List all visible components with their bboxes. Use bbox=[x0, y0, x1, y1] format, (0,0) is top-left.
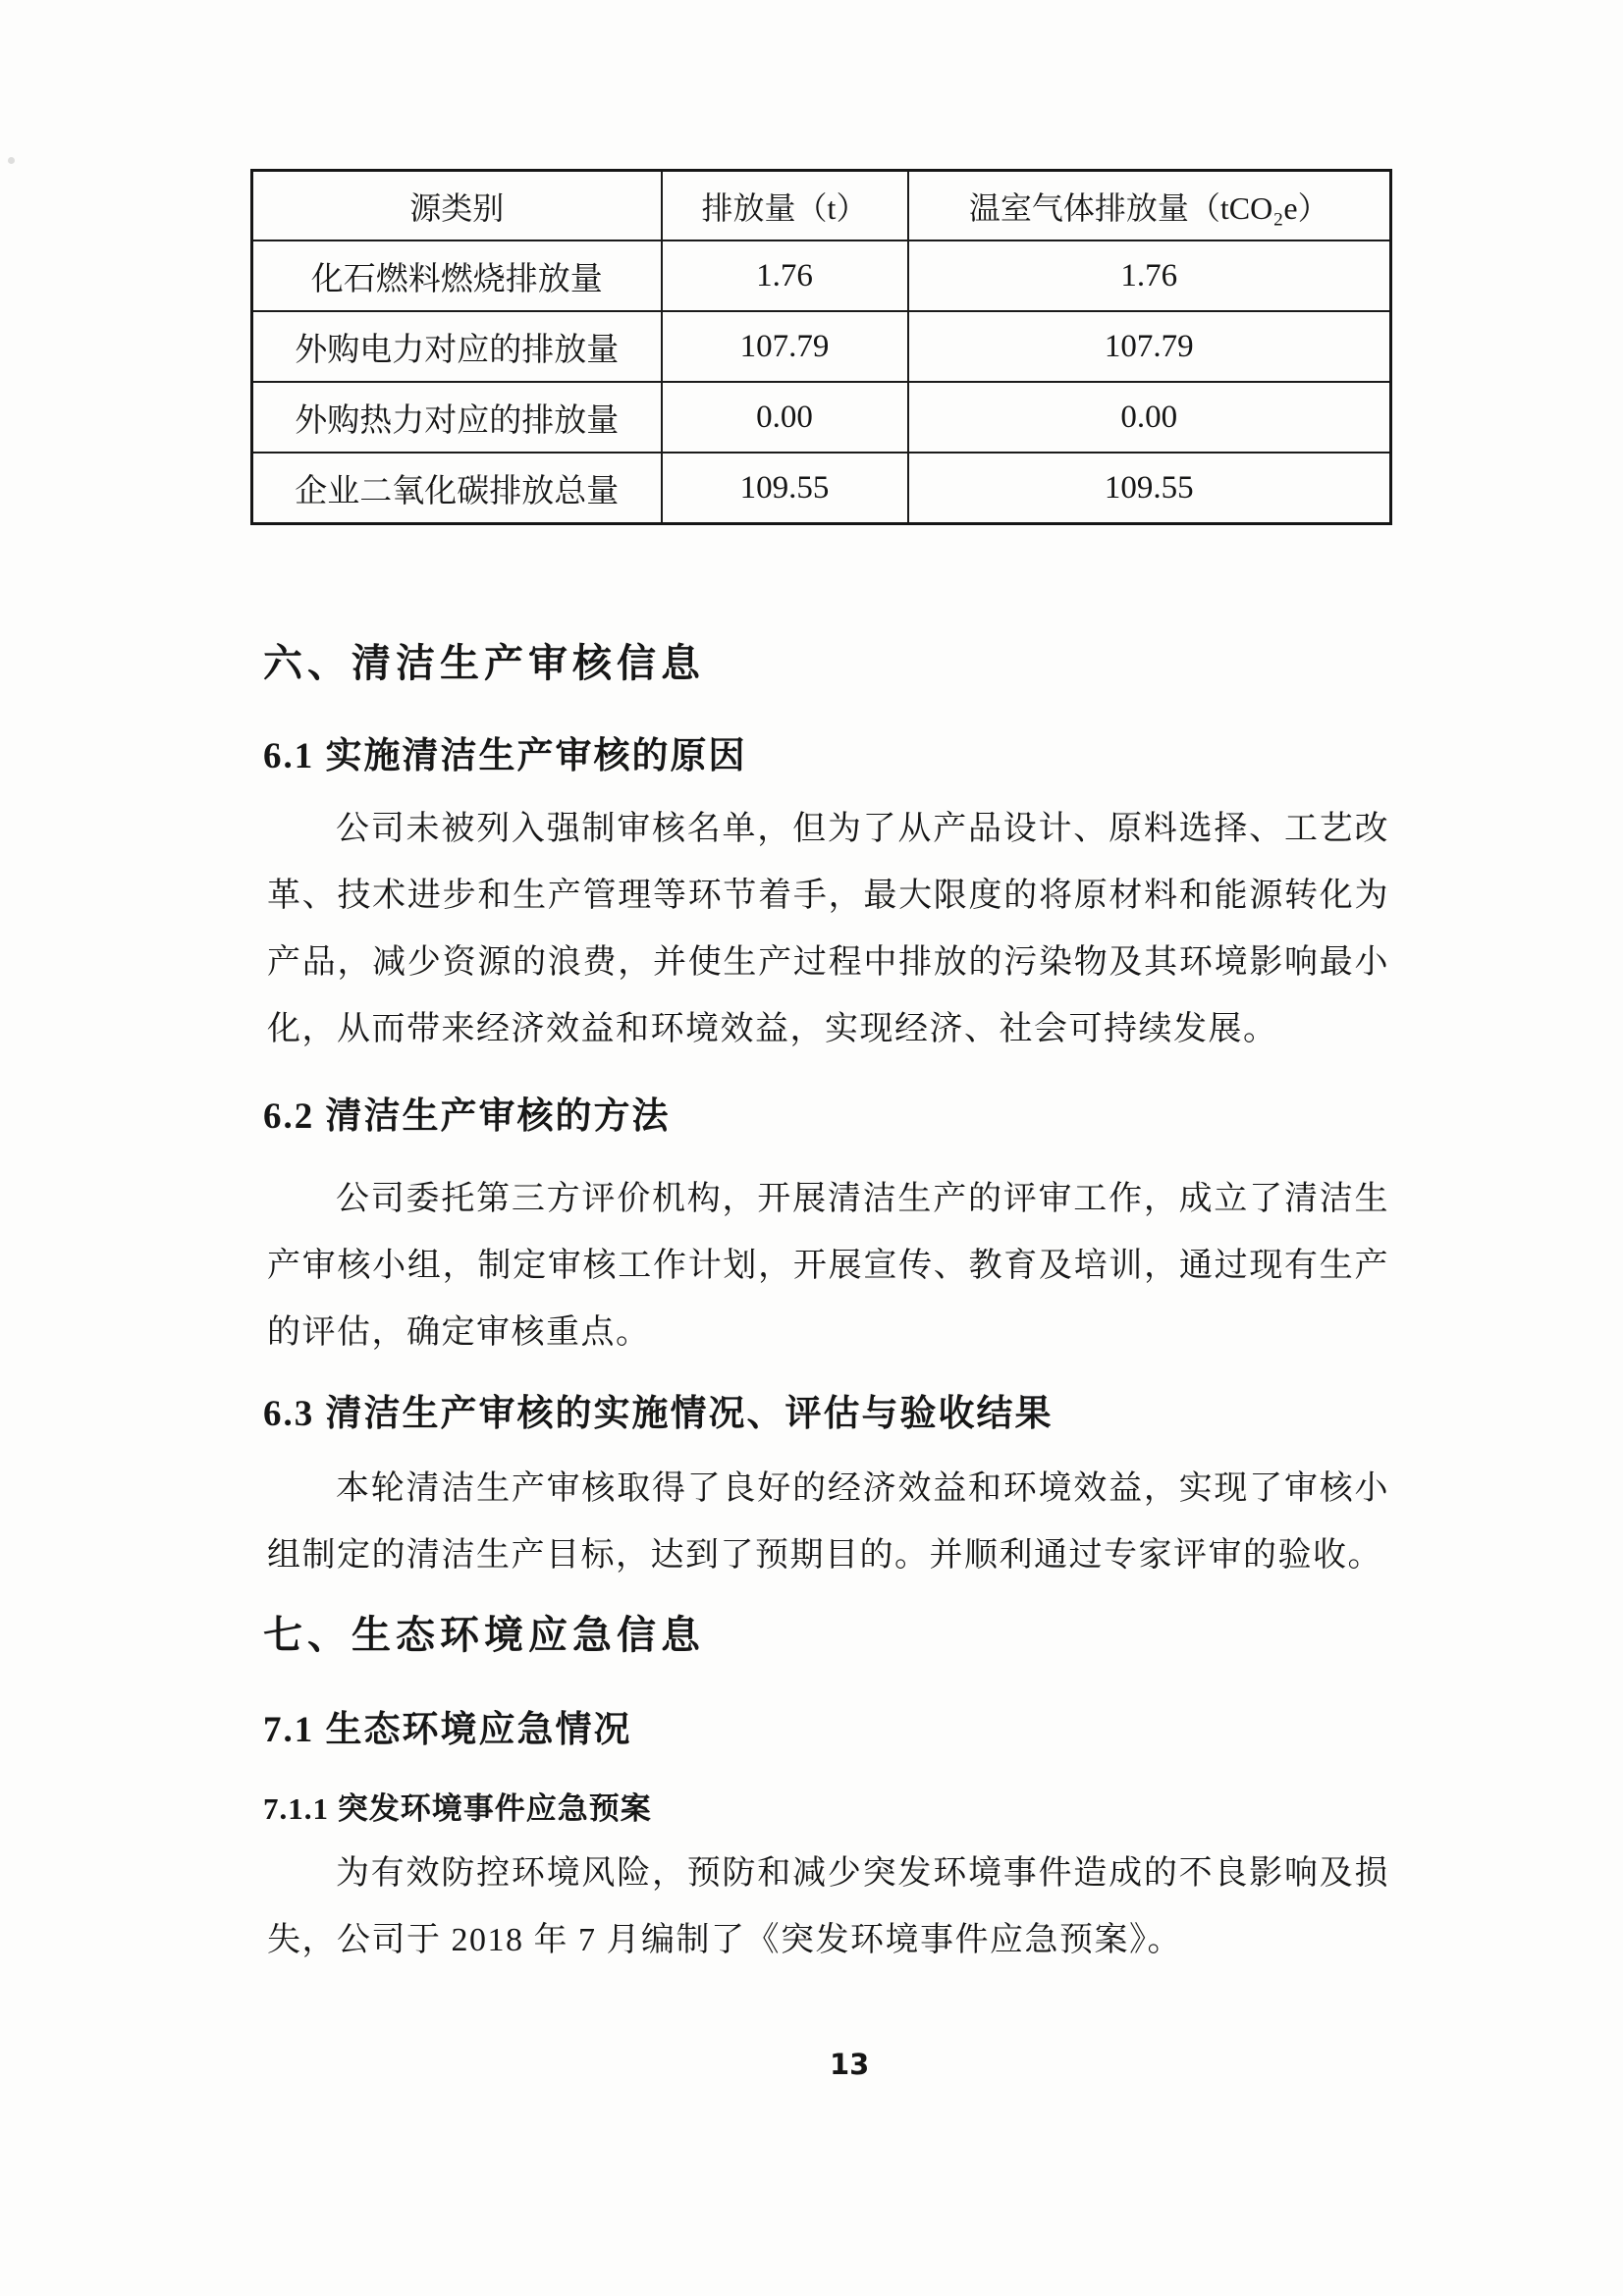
table-header-row bbox=[252, 171, 1391, 241]
table-row bbox=[252, 382, 1391, 453]
section-6-1-paragraph: 公司未被列入强制审核名单，但为了从产品设计、原料选择、工艺改革、技术进步和生产管理等环节着手，最大限度的将原材料和能源转化为产品，减少资源的浪费，并使生产过程中排放的污染物及其环境影响最小化，从而带来经济效益和环境效益，实现经济、社会可持续发展。 bbox=[267, 811, 1389, 1047]
scan-artifact-dot bbox=[8, 157, 15, 164]
section-6-heading: 六、清洁生产审核信息 bbox=[263, 641, 705, 685]
section-6-2-heading: 6.2 清洁生产审核的方法 bbox=[263, 1096, 671, 1137]
section-6-2-paragraph: 公司委托第三方评价机构，开展清洁生产的评审工作，成立了清洁生产审核小组，制定审核工作计划，开展宣传、教育及培训，通过现有生产的评估，确定审核重点。 bbox=[267, 1181, 1389, 1351]
table-cell: 107.79 bbox=[908, 311, 1391, 382]
table-row bbox=[252, 453, 1391, 524]
section-6-1-heading: 6.1 实施清洁生产审核的原因 bbox=[263, 736, 747, 776]
section-6-3-heading: 6.3 清洁生产审核的实施情况、评估与验收结果 bbox=[263, 1394, 1054, 1434]
table-cell: 107.79 bbox=[662, 311, 908, 382]
table-row bbox=[252, 311, 1391, 382]
table-cell: 外购电力对应的排放量 bbox=[252, 311, 662, 382]
page-number: 13 bbox=[830, 2048, 870, 2081]
table-cell: 化石燃料燃烧排放量 bbox=[252, 240, 662, 311]
section-7-1-1-paragraph: 为有效防控环境风险，预防和减少突发环境事件造成的不良影响及损失，公司于 2018 年 7 月编制了《突发环境事件应急预案》。 bbox=[267, 1855, 1389, 1958]
section-6-3-paragraph: 本轮清洁生产审核取得了良好的经济效益和环境效益，实现了审核小组制定的清洁生产目标，达到了预期目的。并顺利通过专家评审的验收。 bbox=[267, 1470, 1389, 1574]
table-cell: 外购热力对应的排放量 bbox=[252, 382, 662, 453]
table-header-cell: 温室气体排放量（tCO₂e） bbox=[908, 171, 1391, 241]
section-7-1-1-heading: 7.1.1 突发环境事件应急预案 bbox=[263, 1791, 652, 1826]
table-row bbox=[252, 240, 1391, 311]
table-cell: 109.55 bbox=[662, 453, 908, 524]
emissions-table bbox=[250, 169, 1392, 525]
table-cell: 0.00 bbox=[908, 382, 1391, 453]
table-cell: 0.00 bbox=[662, 382, 908, 453]
table-cell: 1.76 bbox=[908, 240, 1391, 311]
table-cell: 109.55 bbox=[908, 453, 1391, 524]
table-cell: 1.76 bbox=[662, 240, 908, 311]
section-7-1-heading: 7.1 生态环境应急情况 bbox=[263, 1710, 632, 1750]
table-cell: 企业二氧化碳排放总量 bbox=[252, 453, 662, 524]
section-7-heading: 七、生态环境应急信息 bbox=[263, 1613, 705, 1657]
table-header-cell: 源类别 bbox=[252, 171, 662, 241]
table-header-cell: 排放量（t） bbox=[662, 171, 908, 241]
